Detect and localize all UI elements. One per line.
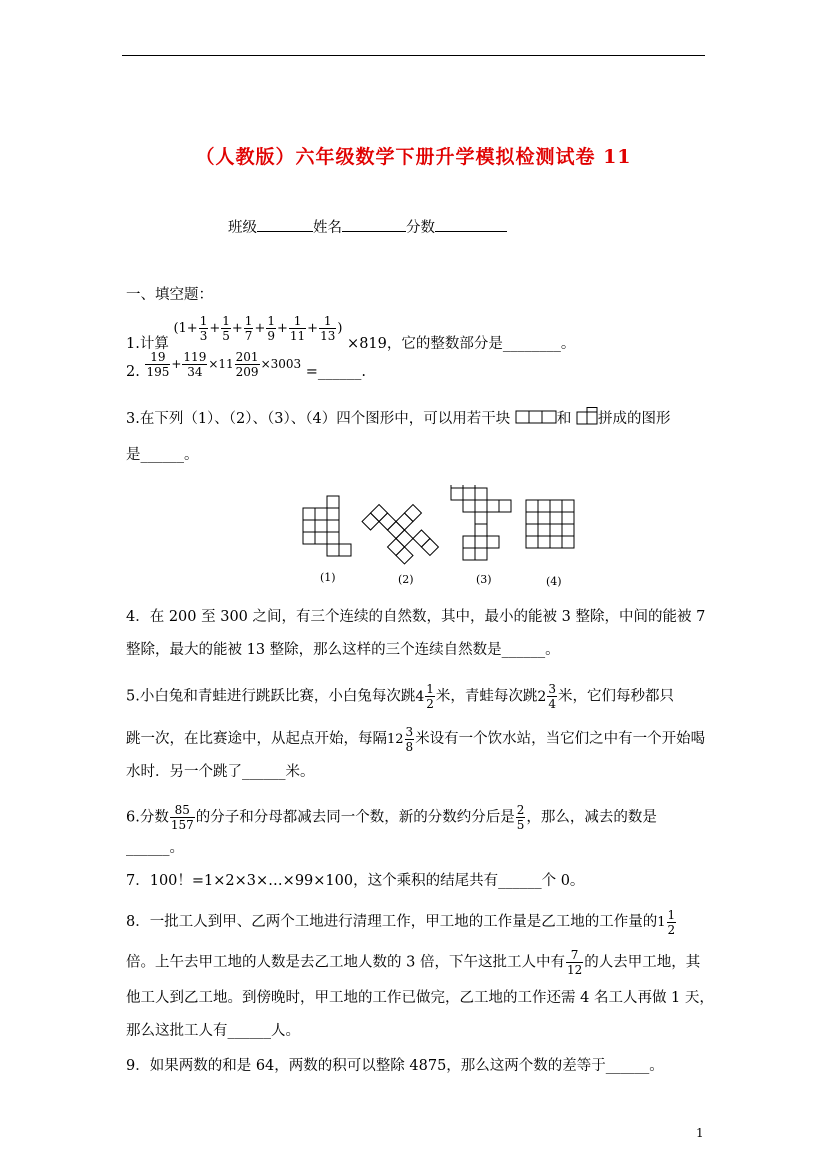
- q5-text-a3: 米，它们每秒都只: [557, 688, 674, 705]
- q6-text-a1: 6.分数: [126, 809, 169, 826]
- class-blank[interactable]: [257, 231, 313, 232]
- question-8-line1: [126, 908, 677, 937]
- q3-text-b: 和: [556, 411, 572, 427]
- question-4-line1: 4．在 200 至 300 之间，有三个连续的自然数，其中，最小的能被 3 整除，中间的能被 7: [126, 609, 706, 625]
- score-label: 分数: [406, 220, 435, 236]
- question-5-line1: [126, 682, 674, 711]
- question-3-line2: 是______。: [126, 447, 199, 463]
- l-block-icon: [576, 407, 598, 425]
- q8-text-a: 8．一批工人到甲、乙两个工地进行清理工作，甲工地的工作量是乙工地的工作量的: [126, 914, 658, 930]
- page-title: （人教版）六年级数学下册升学模拟检测试卷 11: [195, 146, 632, 168]
- name-label: 姓名: [313, 220, 342, 236]
- q3-text-a: 3.在下列（1）、（2）、（3）、（4）四个图形中，可以用若干块: [126, 411, 511, 427]
- question-6-line1: [126, 803, 657, 832]
- triple-block-icon: [515, 410, 557, 424]
- question-7: 7．100！=1×2×3×…×99×100，这个乘积的结尾共有______个 0。: [126, 873, 585, 889]
- question-5-line2: [126, 725, 705, 754]
- q6-fraction-2: $\frac{2}{5}$: [516, 803, 525, 832]
- q5-mixed-1: 4 $\frac{1}{2}$: [415, 682, 434, 711]
- page-number: 1: [696, 1126, 704, 1140]
- q8-text-b1: 倍。上午去甲工地的人数是去乙工地人数的 3 倍，下午这批工人中有: [126, 954, 565, 971]
- score-blank[interactable]: [435, 231, 507, 232]
- figure-1: [303, 496, 351, 556]
- q2-post: =______.: [305, 364, 367, 380]
- figure-label-4: (4): [546, 575, 562, 588]
- question-2: [126, 350, 366, 380]
- question-4-line2: 整除，最大的能被 13 整除，那么这样的三个连续自然数是______。: [126, 642, 560, 658]
- header-rule: [122, 55, 705, 56]
- q1-expression: (1+ $\frac{1}{3}$ + $\frac{1}{5}$ + $\frac{1}{7}$ + $\frac{1}{9}$ + $\frac{1}{11}$ + $\frac{1}{13}$ ): [173, 314, 343, 343]
- question-5-line3: 水时．另一个跳了______米。: [126, 764, 315, 780]
- q8-text-b2: 的人去甲工地，其: [584, 954, 701, 971]
- q5-text-b2: 米设有一个饮水站，当它们之中有一个开始喝: [415, 731, 706, 747]
- question-6-line2: ______。: [126, 840, 184, 856]
- q6-text-a3: ，那么，减去的数是: [526, 809, 657, 826]
- question-8-line3: 他工人到乙工地。到傍晚时，甲工地的工作已做完，乙工地的工作还需 4 名工人再做 1 天，: [126, 990, 714, 1006]
- q6-fraction-1: $\frac{85}{157}$: [170, 803, 194, 832]
- shape-figures: [290, 485, 590, 595]
- figure-4: [526, 500, 574, 548]
- question-3-line1: [126, 407, 670, 428]
- figure-2: [362, 488, 447, 573]
- q1-post: ×819，它的整数部分是________。: [347, 336, 576, 352]
- section-heading: 一、填空题：: [126, 287, 213, 303]
- q5-text-a2: 米，青蛙每次跳: [435, 688, 538, 705]
- q2-expression: $\frac{19}{195}$ + $\frac{119}{34}$ ×11 $\frac{201}{209}$ ×3003: [146, 350, 302, 379]
- question-1: [126, 314, 575, 353]
- q5-mixed-3: 12 $\frac{3}{8}$: [387, 725, 414, 754]
- q5-text-b1: 跳一次，在比赛途中，从起点开始，每隔: [126, 731, 387, 747]
- figure-3: [451, 485, 511, 560]
- name-blank[interactable]: [342, 231, 406, 232]
- q8-mixed-1: 1 $\frac{1}{2}$: [657, 908, 676, 937]
- question-8-line4: 那么这批工人有______人。: [126, 1023, 300, 1039]
- figure-label-3: (3): [476, 573, 492, 586]
- q3-text-c: 拼成的图形: [597, 411, 671, 427]
- figure-label-1: (1): [320, 571, 336, 584]
- class-label: 班级: [228, 220, 257, 236]
- q5-mixed-2: 2 $\frac{3}{4}$: [537, 682, 556, 711]
- question-9: 9．如果两数的和是 64，两数的积可以整除 4875，那么这两个数的差等于______。: [126, 1058, 664, 1074]
- question-8-line2: [126, 948, 700, 977]
- q2-pre: 2.: [126, 364, 140, 380]
- figure-label-2: (2): [398, 573, 414, 586]
- q1-pre: 1.计算: [126, 336, 169, 352]
- q5-text-a1: 5.小白兔和青蛙进行跳跃比赛，小白兔每次跳: [126, 688, 416, 705]
- student-info: [228, 216, 507, 237]
- q8-fraction: $\frac{7}{12}$: [566, 948, 583, 977]
- q6-text-a2: 的分子和分母都减去同一个数，新的分数约分后是: [195, 809, 515, 826]
